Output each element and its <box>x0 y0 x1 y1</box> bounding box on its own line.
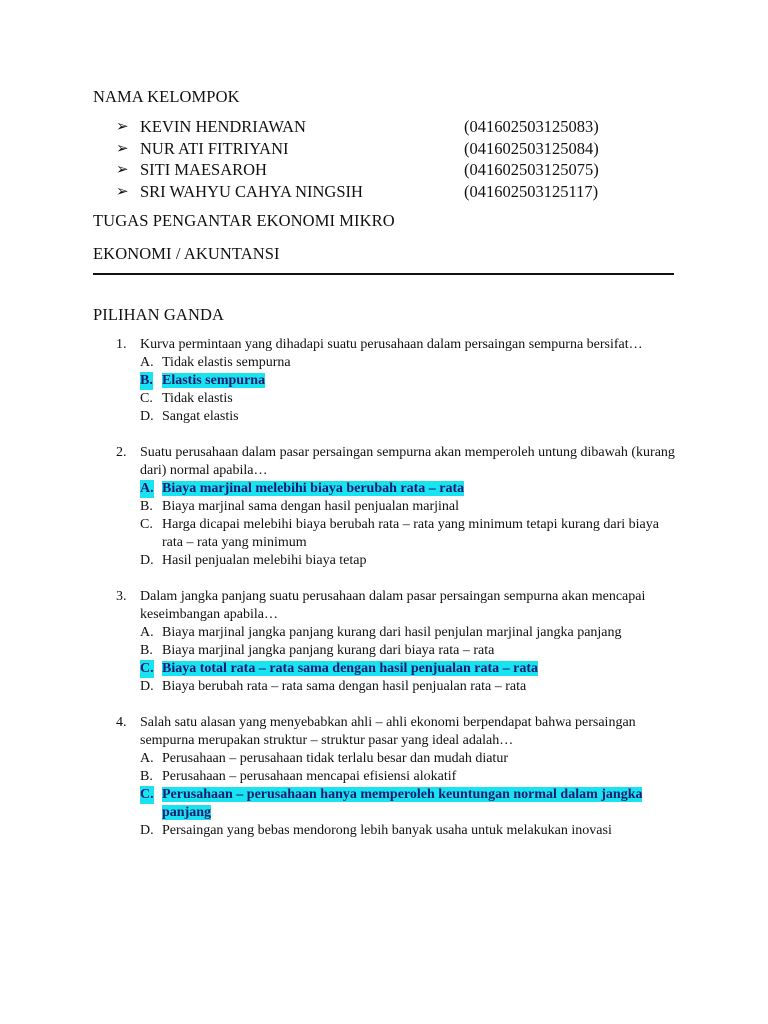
option-letter: D. <box>140 553 154 568</box>
option-letter: B. <box>140 769 153 784</box>
option-text: Biaya marjinal jangka panjang kurang dari hasil penjulan marjinal jangka panjang <box>162 625 622 640</box>
question-text: Salah satu alasan yang menyebabkan ahli – ahli ekonomi berpendapat bahwa persaingan sempurna merupakan struktur – struktur pasar yang ideal adalah… <box>140 715 636 748</box>
option-text-wrap <box>162 660 676 678</box>
option-text-wrap <box>162 750 676 768</box>
option-letter: C. <box>140 391 153 406</box>
option-text-wrap <box>162 786 676 822</box>
horizontal-divider <box>93 273 674 275</box>
option-letter: C. <box>140 661 154 676</box>
option-letter: C. <box>140 517 153 532</box>
answer-option <box>140 750 676 768</box>
member-name: SRI WAHYU CAHYA NINGSIH <box>140 181 363 201</box>
member-list <box>116 117 636 203</box>
answer-option <box>140 498 676 516</box>
option-text: Tidak elastis <box>162 391 233 406</box>
question-item <box>116 336 676 426</box>
answer-option <box>140 354 676 372</box>
option-letter: D. <box>140 823 154 838</box>
question-item <box>116 588 676 696</box>
answer-option <box>140 408 676 426</box>
question-number: 1. <box>116 337 127 352</box>
question-text: Kurva permintaan yang dihadapi suatu perusahaan dalam persaingan sempurna bersifat… <box>140 337 643 352</box>
option-text-wrap <box>162 678 676 696</box>
option-text-wrap <box>162 408 676 426</box>
option-text-wrap <box>162 390 676 408</box>
member-item <box>116 139 636 161</box>
member-name: KEVIN HENDRIAWAN <box>140 117 306 136</box>
question-list <box>116 336 676 858</box>
option-text-wrap <box>162 354 676 372</box>
answer-option <box>140 516 676 552</box>
option-text: Harga dicapai melebihi biaya berubah rata – rata yang minimum tetapi kurang dari biaya rata – rata yang minimum <box>162 517 659 550</box>
option-text: Tidak elastis sempurna <box>162 355 291 370</box>
option-text-wrap <box>162 642 676 660</box>
member-nim: (041602503125084) <box>464 138 599 158</box>
option-text: Biaya marjinal jangka panjang kurang dari biaya rata – rata <box>162 643 495 658</box>
department-label: EKONOMI / AKUNTANSI <box>93 244 280 263</box>
question-text: Dalam jangka panjang suatu perusahaan dalam pasar persaingan sempurna akan mencapai keseimbangan apabila… <box>140 589 646 622</box>
option-text-wrap <box>162 822 676 840</box>
option-letter: B. <box>140 499 153 514</box>
option-text-wrap <box>162 480 676 498</box>
answer-option-correct <box>140 786 676 822</box>
question-number: 2. <box>116 445 127 460</box>
option-text-wrap <box>162 768 676 786</box>
option-text-wrap <box>162 516 676 552</box>
assignment-title: TUGAS PENGANTAR EKONOMI MIKRO <box>93 211 395 230</box>
option-text: Biaya marjinal melebihi biaya berubah rata – rata <box>162 481 465 496</box>
question-number: 3. <box>116 589 127 604</box>
member-nim: (041602503125075) <box>464 160 599 179</box>
arrow-bullet-icon: ➢ <box>116 162 129 178</box>
arrow-bullet-icon: ➢ <box>116 140 129 157</box>
group-label: NAMA KELOMPOK <box>93 87 240 106</box>
option-text: Persaingan yang bebas mendorong lebih banyak usaha untuk melakukan inovasi <box>162 823 612 838</box>
option-text-wrap <box>162 624 676 642</box>
question-item <box>116 444 676 570</box>
answer-option-correct <box>140 660 676 678</box>
option-text: Biaya total rata – rata sama dengan hasil penjualan rata – rata <box>162 661 539 676</box>
option-letter: A. <box>140 481 154 496</box>
option-letter: B. <box>140 643 153 658</box>
arrow-bullet-icon: ➢ <box>116 183 129 200</box>
option-letter: A. <box>140 751 154 766</box>
section-title: PILIHAN GANDA <box>93 305 224 324</box>
answer-option-correct <box>140 480 676 498</box>
answer-option <box>140 642 676 660</box>
member-nim: (041602503125117) <box>464 181 599 201</box>
option-text-wrap <box>162 372 676 390</box>
option-text: Hasil penjualan melebihi biaya tetap <box>162 553 367 568</box>
option-text: Perusahaan – perusahaan tidak terlalu besar dan mudah diatur <box>162 751 508 766</box>
member-name: SITI MAESAROH <box>140 160 267 179</box>
option-letter: C. <box>140 787 154 802</box>
member-item <box>116 117 636 139</box>
option-text: Elastis sempurna <box>162 373 266 388</box>
answer-option <box>140 624 676 642</box>
option-letter: A. <box>140 355 154 370</box>
answer-option <box>140 552 676 570</box>
option-text-wrap <box>162 552 676 570</box>
answer-option <box>140 822 676 840</box>
member-name: NUR ATI FITRIYANI <box>140 138 289 158</box>
option-letter: A. <box>140 625 154 640</box>
question-item <box>116 714 676 840</box>
option-letter: B. <box>140 373 153 388</box>
answer-option <box>140 678 676 696</box>
option-text: Perusahaan – perusahaan hanya memperoleh keuntungan normal dalam jangka panjang <box>162 787 643 820</box>
question-number: 4. <box>116 715 127 730</box>
option-text-wrap <box>162 498 676 516</box>
option-letter: D. <box>140 679 154 694</box>
question-text: Suatu perusahaan dalam pasar persaingan sempurna akan memperoleh untung dibawah (kurang dari) normal apabila… <box>140 445 675 478</box>
option-text: Perusahaan – perusahaan mencapai efisiensi alokatif <box>162 769 457 784</box>
option-text: Biaya marjinal sama dengan hasil penjualan marjinal <box>162 499 460 514</box>
arrow-bullet-icon: ➢ <box>116 119 129 135</box>
option-text: Biaya berubah rata – rata sama dengan hasil penjualan rata – rata <box>162 679 527 694</box>
answer-option <box>140 768 676 786</box>
member-nim: (041602503125083) <box>464 117 599 136</box>
answer-option <box>140 390 676 408</box>
option-letter: D. <box>140 409 154 424</box>
answer-option-correct <box>140 372 676 390</box>
member-item <box>116 182 636 204</box>
member-item <box>116 160 636 182</box>
option-text: Sangat elastis <box>162 409 239 424</box>
